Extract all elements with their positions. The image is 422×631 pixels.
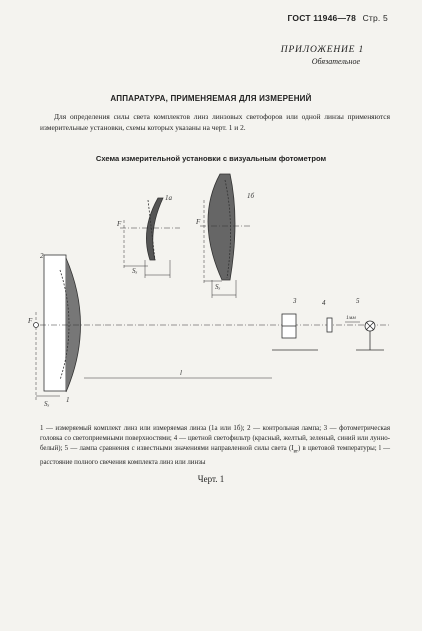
label-4: 4 xyxy=(322,299,326,307)
label-1a: 1а xyxy=(165,194,172,202)
filter-drawing xyxy=(327,318,332,332)
label-3: 3 xyxy=(293,297,297,305)
appendix-subtitle: Обязательное xyxy=(311,57,360,66)
legend-text-end: ) в цветовой температуры; l — расстояние полного свечения комплекта линз или линзы xyxy=(40,445,390,466)
lens-1b-drawing xyxy=(200,174,250,298)
page-header xyxy=(287,13,388,23)
label-s1: Sₓ xyxy=(132,267,138,275)
lens-1a-drawing xyxy=(120,198,180,278)
label-1: 1 xyxy=(66,396,70,404)
label-1b: 1б xyxy=(247,192,255,200)
label-s3: Sₓ xyxy=(44,400,50,408)
label-1mm: 1мм xyxy=(346,315,356,321)
figure-legend xyxy=(40,424,390,468)
photometer-head-drawing xyxy=(272,314,318,350)
figure-caption: Черт. 1 xyxy=(197,474,225,484)
label-f3: F xyxy=(28,317,33,325)
label-f2: F xyxy=(196,218,201,226)
legend-text: 1 — измеряемый комплект линз или измеряемая линза (1а или 1б); 2 — контрольная лампа; 3 — фотометрическая головка со светоприемными поверхностями; 4 — цветной светофильтр (красный, желтый, зеленый, синий или лунно-белый); 5 — лампа сравнения с известными значениями направленной силы света (I xyxy=(40,425,390,453)
gost-number: ГОСТ 11946—78 xyxy=(287,13,357,23)
label-2: 2 xyxy=(40,252,44,260)
label-s2: Sₓ xyxy=(215,283,221,291)
label-f1: F xyxy=(117,220,122,228)
legend-subscript: вт xyxy=(293,449,298,455)
measurement-setup-diagram xyxy=(0,160,422,422)
intro-paragraph: Для определения силы света комплектов линз линзовых светофоров или одной линзы применяются измерительные установки, схемы которых указаны на черт. 1 и 2. xyxy=(40,112,390,132)
page-number: Стр. 5 xyxy=(362,13,388,23)
label-5: 5 xyxy=(356,297,360,305)
label-l: l xyxy=(180,369,182,377)
reference-lamp-drawing xyxy=(356,321,384,350)
figure-title: Схема измерительной установки с визуальным фотометром xyxy=(95,154,327,163)
appendix-title: ПРИЛОЖЕНИЕ 1 xyxy=(280,45,364,55)
section-title: АППАРАТУРА, ПРИМЕНЯЕМАЯ ДЛЯ ИЗМЕРЕНИЙ xyxy=(110,94,312,103)
